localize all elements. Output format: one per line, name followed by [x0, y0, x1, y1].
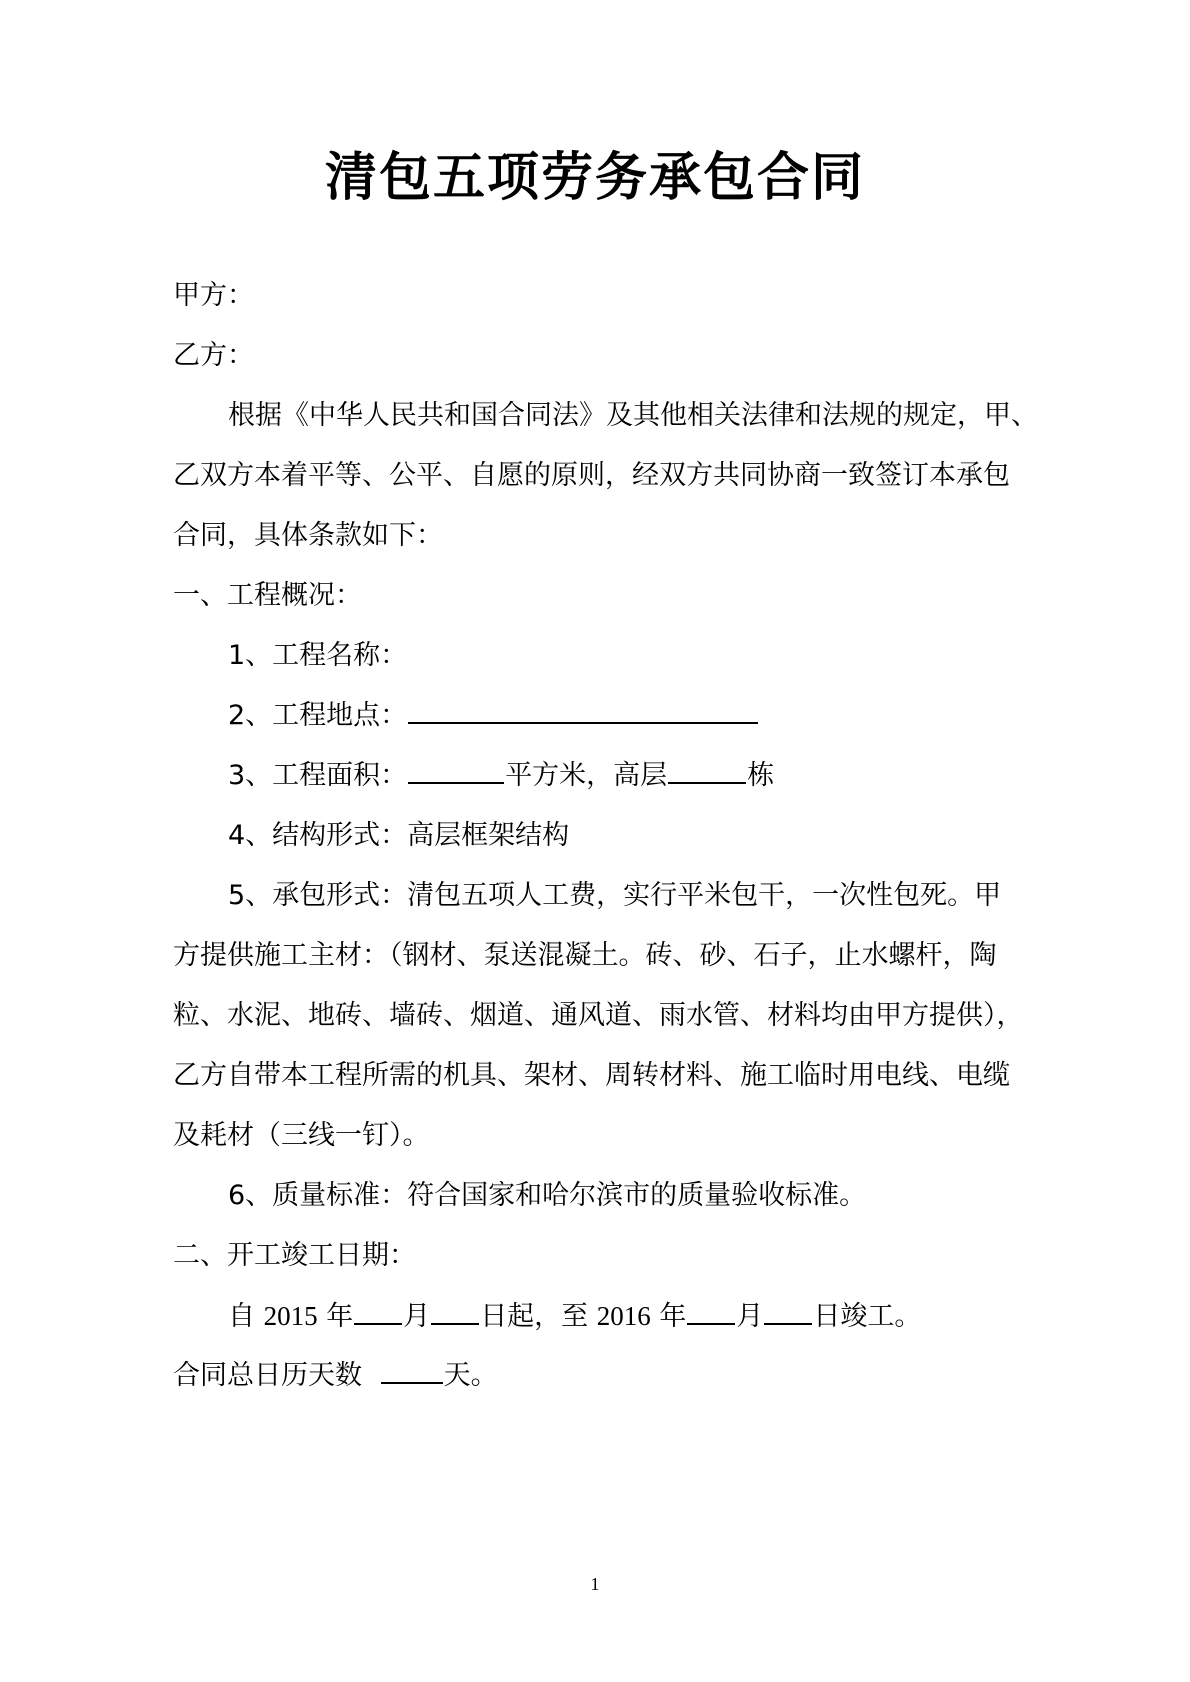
page-number: 1 — [590, 1574, 600, 1594]
start-month-blank — [354, 1297, 402, 1325]
project-name-item: 1、工程名称： — [228, 640, 408, 671]
project-location-label: 2、工程地点： — [228, 700, 408, 731]
start-day-blank — [431, 1297, 479, 1325]
intro-line-1: 根据《中华人民共和国合同法》及其他相关法律和法规的规定，甲、 — [228, 400, 1038, 431]
contract-form-line-3: 粒、水泥、地砖、墙砖、烟道、通风道、雨水管、材料均由甲方提供）， — [173, 1000, 1024, 1031]
contract-form-line-2: 方提供施工主材：（钢材、泵送混凝土。砖、砂、石子，止水螺杆，陶 — [173, 940, 997, 971]
project-location-blank — [408, 696, 758, 724]
total-days-blank — [381, 1356, 443, 1384]
start-month-char: 月 — [403, 1301, 431, 1332]
total-days-label: 合同总日历天数 — [173, 1360, 362, 1391]
contract-form-line-1: 5、承包形式：清包五项人工费，实行平米包干，一次性包死。甲 — [228, 880, 1002, 911]
project-location-item — [228, 696, 759, 736]
end-day-blank — [764, 1297, 812, 1325]
area-unit-text: 平方米，高层 — [505, 760, 668, 791]
start-day-text: 日起，至 — [480, 1301, 589, 1332]
intro-line-2: 乙双方本着平等、公平、自愿的原则，经双方共同协商一致签订本承包 — [173, 460, 1010, 491]
section-2-heading: 二、开工竣工日期： — [173, 1240, 416, 1271]
intro-line-3: 合同，具体条款如下： — [173, 520, 443, 551]
date-from-prefix: 自 — [228, 1301, 255, 1332]
end-year-char: 年 — [659, 1301, 687, 1332]
area-blank — [408, 756, 504, 784]
end-month-blank — [687, 1297, 735, 1325]
project-area-label: 3、工程面积： — [228, 760, 408, 791]
total-days-suffix: 天。 — [443, 1360, 498, 1391]
project-area-item — [228, 756, 774, 796]
structure-form-item: 4、结构形式：高层框架结构 — [228, 820, 570, 851]
document-title: 清包五项劳务承包合同 — [324, 148, 865, 208]
contract-form-line-4: 乙方自带本工程所需的机具、架材、周转材料、施工临时用电线、电缆 — [173, 1060, 1010, 1091]
quality-standard-item: 6、质量标准：符合国家和哈尔滨市的质量验收标准。 — [228, 1180, 867, 1211]
end-year: 2016 — [596, 1301, 651, 1331]
section-1-heading: 一、工程概况： — [173, 580, 362, 611]
party-b-label: 乙方： — [173, 340, 254, 371]
building-count-blank — [668, 756, 746, 784]
start-year: 2015 — [263, 1301, 318, 1331]
party-a-label: 甲方： — [173, 280, 254, 311]
start-year-char: 年 — [326, 1301, 354, 1332]
total-days-line — [173, 1356, 498, 1396]
contract-form-line-5: 及耗材（三线一钉）。 — [173, 1120, 430, 1151]
building-unit-text: 栋 — [747, 760, 775, 791]
end-month-char: 月 — [736, 1301, 764, 1332]
date-range-line — [228, 1296, 921, 1336]
end-day-text: 日竣工。 — [813, 1301, 922, 1332]
